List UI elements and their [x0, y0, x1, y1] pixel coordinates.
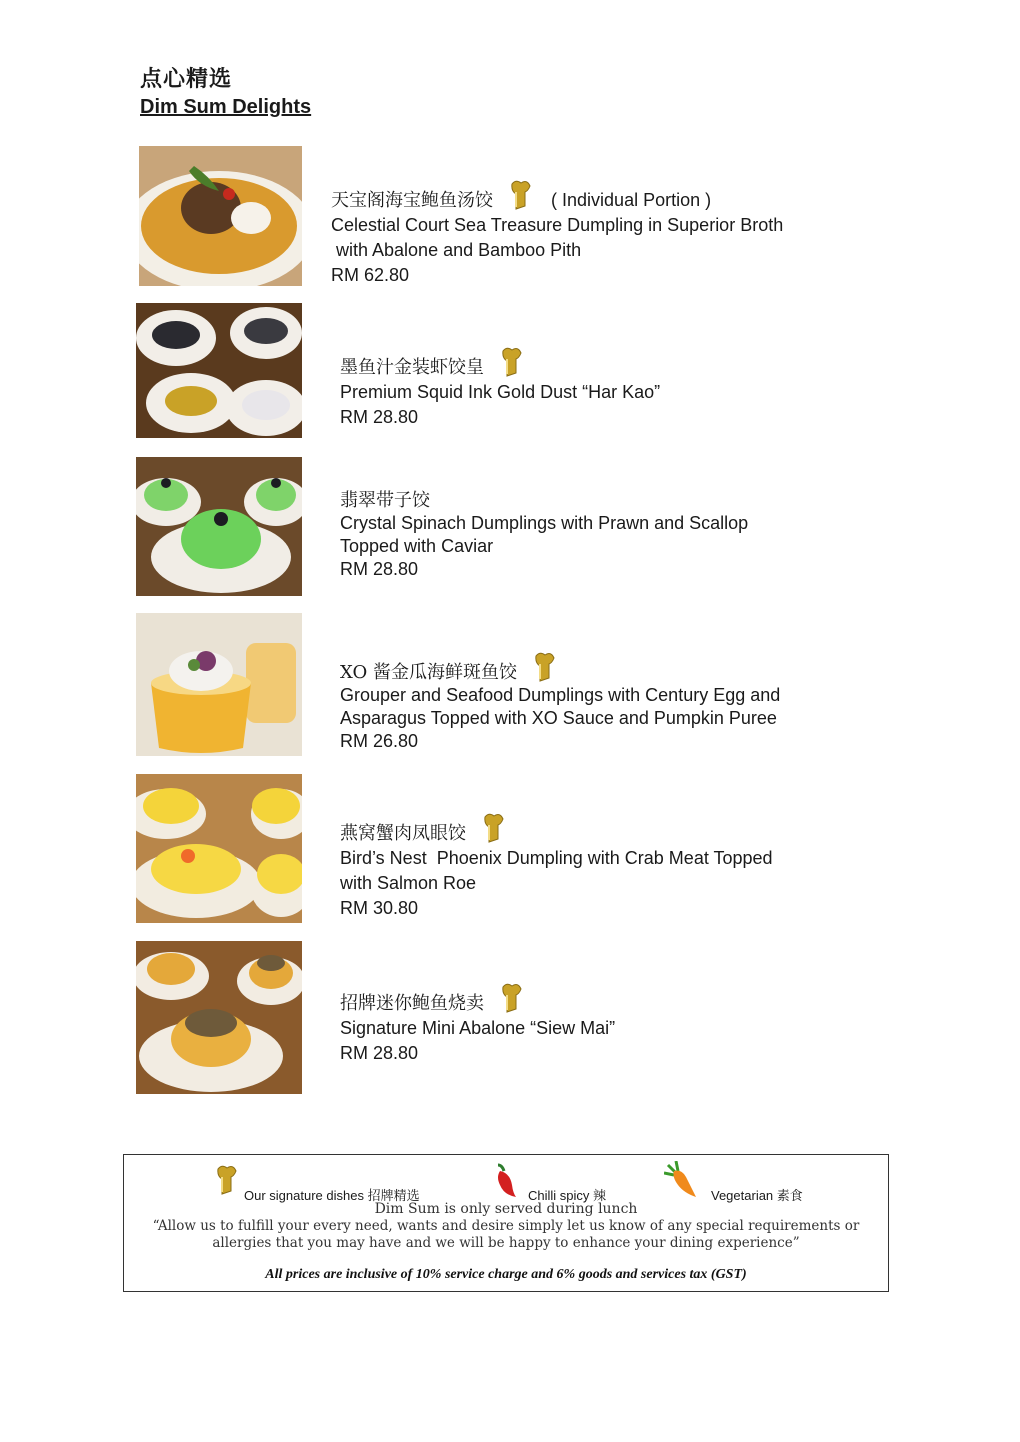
chef-hat-icon	[506, 180, 532, 210]
dish-price: RM 26.80	[340, 731, 419, 751]
menu-item	[331, 180, 851, 288]
dish-photo-xo-grouper-dumplings	[136, 613, 302, 756]
menu-item	[340, 983, 860, 1066]
dish-price: RM 28.80	[340, 559, 419, 579]
legend-box	[123, 1154, 889, 1292]
dish-photo-abalone-soup-dumpling	[139, 146, 302, 286]
dish-name-cn: 天宝阁海宝鲍鱼汤饺	[331, 190, 493, 211]
chef-hat-icon	[497, 983, 523, 1013]
dish-price: RM 28.80	[340, 407, 419, 427]
legend-spicy-label: Chilli spicy 辣	[528, 1188, 607, 1203]
dish-name-en-line: Crystal Spinach Dumplings with Prawn and Scallop	[340, 513, 749, 533]
dish-price: RM 62.80	[331, 265, 410, 285]
carrot-icon	[664, 1161, 698, 1202]
dish-name-en-line: Signature Mini Abalone “Siew Mai”	[340, 1018, 616, 1038]
legend-vegetarian-label: Vegetarian 素食	[711, 1188, 803, 1203]
menu-item	[340, 347, 860, 430]
dish-name-en-line: Grouper and Seafood Dumplings with Century Egg and	[340, 685, 781, 705]
dish-photo-birds-nest-phoenix-dumpling	[136, 774, 302, 923]
dish-name-cn: 墨鱼汁金装虾饺皇	[340, 357, 484, 378]
dish-photo-squid-ink-har-kao	[136, 303, 302, 438]
dish-name-en-line: Asparagus Topped with XO Sauce and Pumpkin Puree	[340, 708, 777, 728]
price-note: All prices are inclusive of 10% service charge and 6% goods and services tax (GST)	[265, 1267, 747, 1282]
dish-price: RM 28.80	[340, 1043, 419, 1063]
dish-price: RM 30.80	[340, 898, 419, 918]
dish-name-en-line: Topped with Caviar	[340, 536, 494, 556]
dish-name-en-line: with Abalone and Bamboo Pith	[331, 240, 582, 260]
dish-name-en-line: Bird’s Nest Phoenix Dumpling with Crab Meat Topped	[340, 848, 773, 868]
page-title-cn: 点心精选	[140, 67, 233, 92]
page-title-en: Dim Sum Delights	[140, 96, 312, 118]
lunch-note: Dim Sum is only served during lunch	[374, 1201, 638, 1217]
legend-signature-label: Our signature dishes 招牌精选	[244, 1188, 420, 1203]
dish-name-en-line: Celestial Court Sea Treasure Dumpling in Superior Broth	[331, 215, 784, 235]
dish-name-cn: XO 酱金瓜海鲜斑鱼饺	[340, 662, 517, 683]
chef-hat-icon	[530, 652, 556, 682]
menu-item	[340, 489, 860, 581]
dish-photo-spinach-dumplings	[136, 457, 302, 596]
dish-portion: ( Individual Portion )	[551, 190, 712, 210]
menu-item	[340, 813, 860, 921]
dish-name-en-line: with Salmon Roe	[340, 873, 477, 893]
dish-name-cn: 燕窝蟹肉凤眼饺	[340, 823, 466, 844]
dish-name-en-line: Premium Squid Ink Gold Dust “Har Kao”	[340, 382, 661, 402]
chef-hat-icon	[479, 813, 505, 843]
menu-item	[340, 652, 860, 753]
chef-hat-icon	[212, 1165, 238, 1198]
dish-name-cn: 翡翠带子饺	[340, 490, 430, 511]
dish-name-cn: 招牌迷你鲍鱼烧卖	[340, 993, 484, 1014]
chef-hat-icon	[497, 347, 523, 377]
dish-photo-mini-abalone-siew-mai	[136, 941, 302, 1094]
request-note-line: allergies that you may have and we will be happy to enhance your dining experience”	[212, 1235, 800, 1251]
chilli-icon	[492, 1163, 518, 1202]
request-note-line: “Allow us to fulfill your every need, wants and desire simply let us know of any special requirements or	[152, 1218, 860, 1234]
